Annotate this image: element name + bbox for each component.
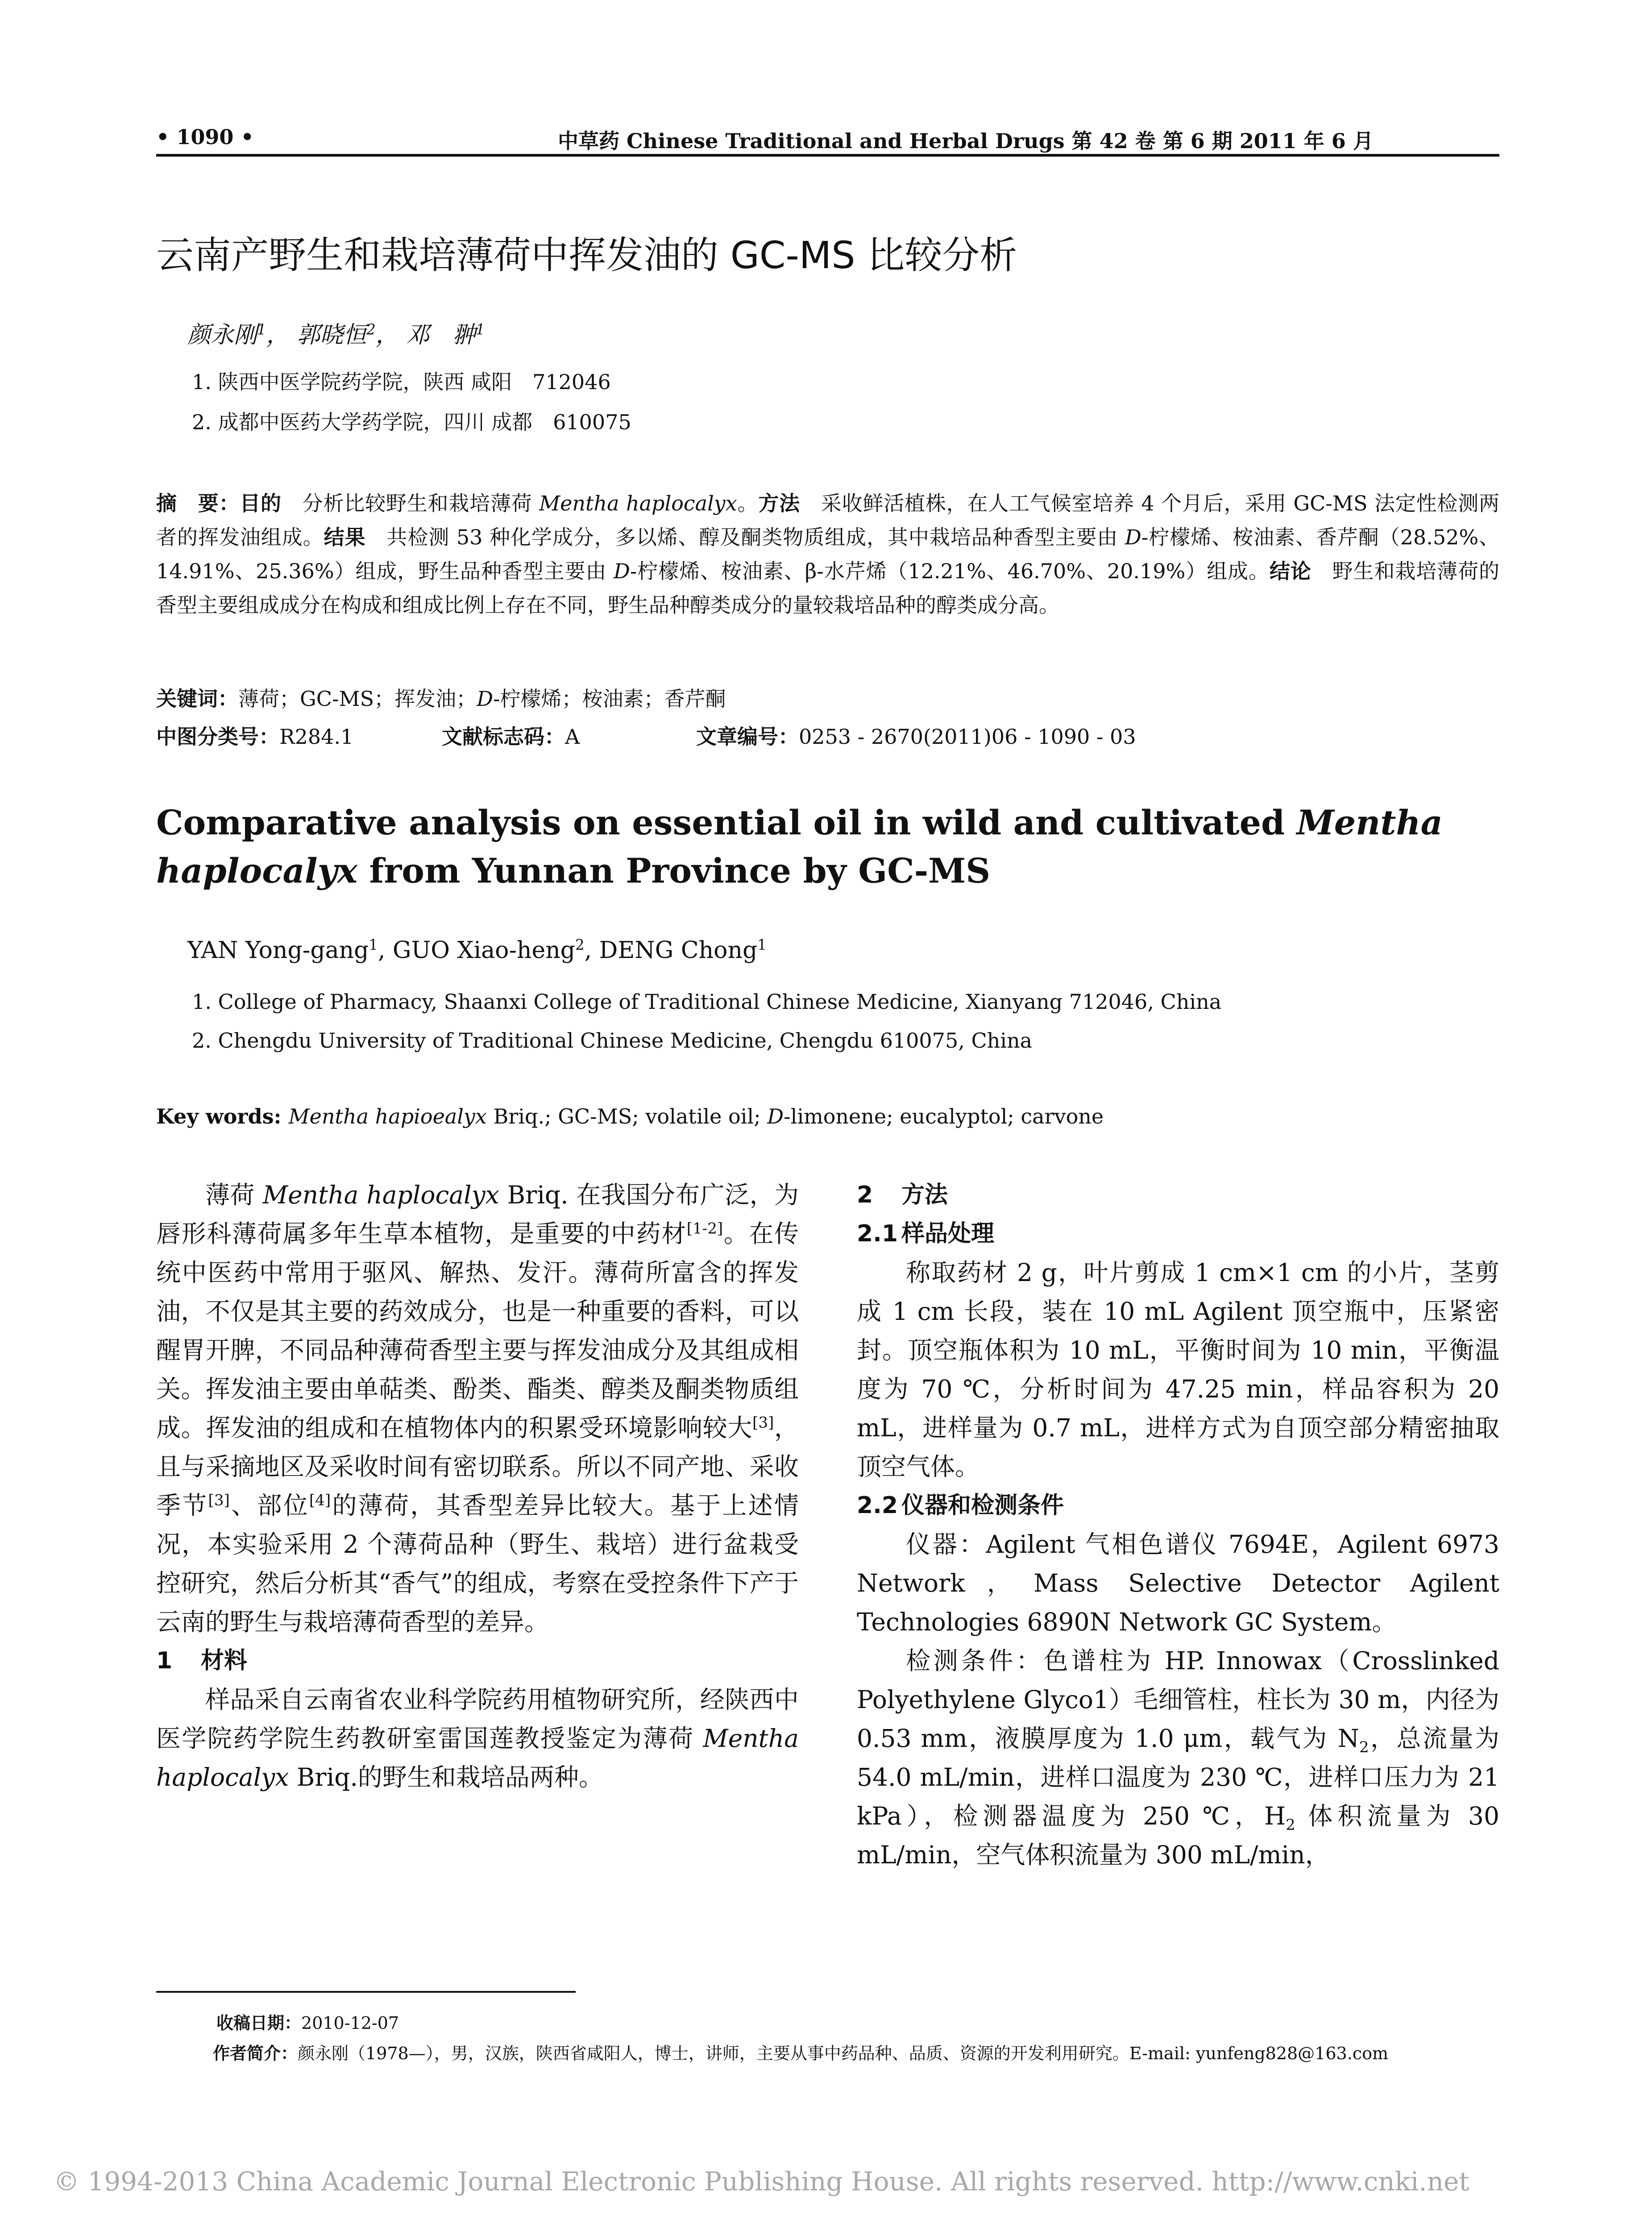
keywords-text: 薄荷；GC-MS；挥发油； (238, 687, 477, 711)
english-title (156, 799, 1499, 895)
citation: [1-2] (686, 1219, 723, 1238)
body-text: 、部位 (229, 1491, 309, 1520)
body-text: Briq. 在我国分布广泛，为唇形科薄荷属多年生草本植物，是重要的中药材 (156, 1181, 799, 1248)
citation: [3] (752, 1414, 774, 1432)
conclusion-label: 结论 (1269, 559, 1312, 583)
chinese-affiliation-1: 1. 陕西中医学院药学院，陕西 咸阳 712046 (192, 370, 611, 394)
subscript: 2 (1286, 1816, 1295, 1834)
section-title: 样品处理 (901, 1220, 995, 1247)
body-text: 体积流量为 30 mL/min，空气体积流量为 300 mL/min， (857, 1802, 1500, 1869)
keywords-text: -limonene; eucalyptol; carvone (784, 1104, 1104, 1128)
article-value: 0253 - 2670(2011)06 - 1090 - 03 (799, 725, 1136, 749)
body-text: 。在传统中医药中常用于驱风、解热、发汗。薄荷所富含的挥发油，不仅是其主要的药效成分，也是一种重要的香料，可以醒胃开脾，不同品种薄荷香型主要与挥发油成分及其组成相关。挥发油主要由单萜类、酚类、酯类、醇类及酮类物质组成。挥发油的组成和在植物体内的积累受环境影响较大 (156, 1219, 799, 1442)
english-title-text: Comparative analysis on essential oil in wild and cultivated (156, 803, 1297, 842)
footnotes (213, 2008, 1511, 2069)
page-number: • 1090 • (156, 125, 254, 149)
author-name: 邓 翀 (406, 322, 476, 348)
intro-paragraph (156, 1176, 799, 1642)
body-text: ，且与采摘地区及采收时间有密切联系。所以不同产地、采收季节 (156, 1414, 799, 1520)
citation: [4] (309, 1491, 331, 1509)
section-number: 1 (156, 1647, 173, 1674)
clc-number (156, 721, 353, 750)
method-label: 方法 (758, 491, 800, 515)
objective-text: 分析比较野生和栽培薄荷 (281, 491, 540, 515)
keywords-label: Key words: (156, 1104, 289, 1128)
method-text: 采收鲜活植株，在人工气候室培养 4 个月后，采用 GC-MS 法定性检测两者的挥发油组成。 (156, 491, 1500, 549)
author-name: 颜永刚 (187, 322, 257, 348)
chinese-title: 云南产野生和栽培薄荷中挥发油的 GC-MS 比较分析 (156, 233, 1017, 277)
doc-label: 文献标志码： (442, 725, 565, 749)
author-name: 郭晓恒 (297, 322, 367, 348)
species-name: Mentha haplocalyx (156, 1724, 799, 1791)
subsection-heading-instrument (857, 1486, 1499, 1525)
abstract-label: 摘 要： (156, 491, 240, 515)
body-column-right (857, 1176, 1499, 1874)
instrument-paragraph: 仪器：Agilent 气相色谱仪 7694E，Agilent 6973 Network，Mass Selective Detector Agilent Technologies 6890N Network GC System。 (857, 1530, 1499, 1636)
species-name: Mentha haplocalyx (156, 803, 1443, 891)
author-bio-text: 颜永刚（1978—），男，汉族，陕西省咸阳人，博士，讲师，主要从事中药品种、品质、资源的开发利用研究。E-mail: yunfeng828@163.com (298, 2044, 1388, 2063)
article-label: 文章编号： (696, 725, 799, 749)
body-column-left (156, 1176, 799, 1797)
result-text: -柠檬烯、桉油素、β-水芹烯（12.21%、46.70%、20.19%）组成。 (630, 559, 1270, 583)
result-text: -柠檬烯、桉油素、香芹酮（28.52%、14.91%、25.36%）组成，野生品种香型主要由 (156, 525, 1500, 583)
keywords-text: Briq.; GC-MS; volatile oil; (486, 1104, 768, 1128)
body-text: 样品采自云南省农业科学院药用植物研究所，经陕西中医学院药学院生药教研室雷国莲教授鉴定为薄荷 (156, 1685, 799, 1753)
result-text: 共检测 53 种化学成分，多以烯、醇及酮类物质组成，其中栽培品种香型主要由 (365, 525, 1125, 549)
body-text: Briq.的野生和栽培品两种。 (289, 1763, 603, 1791)
d-prefix: D (1125, 525, 1141, 549)
english-keywords (156, 1104, 1499, 1128)
body-text: 的薄荷，其香型差异比较大。基于上述情况，本实验采用 2 个薄荷品种（野生、栽培）进行盆栽受控研究，然后分析其“香气”的组成，考察在受控条件下产于云南的野生与栽培薄荷香型的差异。 (156, 1491, 799, 1636)
section-number: 2 (857, 1182, 873, 1208)
conditions-paragraph (857, 1642, 1499, 1874)
received-date (216, 2008, 1511, 2038)
author-affiliation-mark: 2 (366, 321, 376, 338)
clc-label: 中图分类号： (156, 725, 279, 749)
clc-value: R284.1 (279, 725, 354, 749)
section-title: 方法 (901, 1182, 948, 1208)
article-number (696, 721, 1136, 750)
author-name: , DENG Chong (584, 937, 758, 964)
english-title-text: from Yunnan Province by GC-MS (357, 851, 991, 891)
sample-paragraph: 称取药材 2 g，叶片剪成 1 cm×1 cm 的小片，茎剪成 1 cm 长段，装在 10 mL Agilent 顶空瓶中，压紧密封。顶空瓶体积为 10 mL，平衡时间为 10 min，平衡温度为 70 ℃，分析时间为 47.25 min，样品容积为 20 mL，进样量为 0.7 mL，进样方式为自顶空部分精密抽取顶空气体。 (857, 1258, 1499, 1481)
section-heading-methods (857, 1176, 1499, 1215)
header-rule (156, 154, 1499, 157)
author-affiliation-mark: 1 (257, 321, 266, 338)
d-prefix: D (477, 687, 493, 711)
english-authors (187, 937, 767, 964)
author-bio-label: 作者简介： (213, 2044, 298, 2063)
chinese-keywords (156, 683, 1499, 712)
d-prefix: D (767, 1104, 784, 1128)
chinese-authors: 颜永刚$^1$， 郭晓恒$^2$， 邓 翀$^1$ (187, 321, 485, 348)
section-number: 2.2 (857, 1492, 898, 1519)
chinese-affiliation-2: 2. 成都中医药大学药学院，四川 成都 610075 (192, 410, 631, 434)
author-name: , GUO Xiao-heng (378, 937, 576, 964)
copyright-notice: © 1994-2013 China Academic Journal Electronic Publishing House. All rights reserved. http://www.cnki.net (54, 2166, 1469, 2197)
species-name: Mentha haplocalyx (262, 1181, 499, 1209)
subscript: 2 (1359, 1738, 1369, 1756)
section-title: 仪器和检测条件 (901, 1492, 1064, 1519)
english-affiliation-1: 1. College of Pharmacy, Shaanxi College of Traditional Chinese Medicine, Xianyang 712046, China (192, 990, 1222, 1014)
objective-end: 。 (737, 491, 759, 515)
objective-label: 目的 (240, 491, 282, 515)
keywords-text: -柠檬烯；桉油素；香芹酮 (493, 687, 726, 711)
english-affiliation-2: 2. Chengdu University of Traditional Chinese Medicine, Chengdu 610075, China (192, 1028, 1033, 1053)
section-title: 材料 (201, 1647, 248, 1674)
document-code (442, 721, 580, 750)
author-name: YAN Yong-gang (187, 937, 369, 964)
keywords-label: 关键词： (156, 687, 238, 711)
materials-paragraph (156, 1680, 799, 1797)
journal-info: 中草药 Chinese Traditional and Herbal Drugs 第 42 卷 第 6 期 2011 年 6 月 (558, 129, 1374, 153)
result-label: 结果 (324, 525, 366, 549)
doc-value: A (565, 725, 580, 749)
author-affiliation-mark: 1 (369, 936, 378, 954)
d-prefix: D (614, 559, 630, 583)
conclusion-text: 野生和栽培薄荷的香型主要组成成分在构成和组成比例上存在不同，野生品种醇类成分的量较栽培品种的醇类成分高。 (156, 559, 1500, 617)
body-text: 薄荷 (205, 1181, 263, 1209)
author-affiliation-mark: 2 (575, 936, 585, 954)
citation: [3] (208, 1491, 230, 1509)
body-text: ，总流量为 54.0 mL/min，进样口温度为 230 ℃，进样口压力为 21 kPa），检测器温度为 250 ℃，H (857, 1724, 1499, 1830)
section-heading-materials (156, 1642, 799, 1680)
running-header (156, 120, 1499, 156)
species-name: Mentha haplocalyx (539, 491, 737, 515)
received-value: 2010-12-07 (301, 2013, 399, 2033)
subsection-heading-sample (857, 1215, 1499, 1253)
species-name: Mentha hapioealyx (288, 1104, 487, 1128)
author-bio (213, 2038, 1511, 2069)
section-number: 2.1 (857, 1220, 898, 1247)
received-label: 收稿日期： (216, 2013, 302, 2033)
author-affiliation-mark: 1 (476, 321, 485, 338)
author-affiliation-mark: 1 (757, 936, 767, 954)
body-text: 检测条件：色谱柱为 HP. Innowax（Crosslinked Polyethylene Glyco1）毛细管柱，柱长为 30 m，内径为 0.53 mm，液膜厚度为 1.0 μm，载气为 N (857, 1646, 1499, 1753)
footnote-rule (156, 1991, 576, 1993)
abstract (156, 486, 1499, 622)
